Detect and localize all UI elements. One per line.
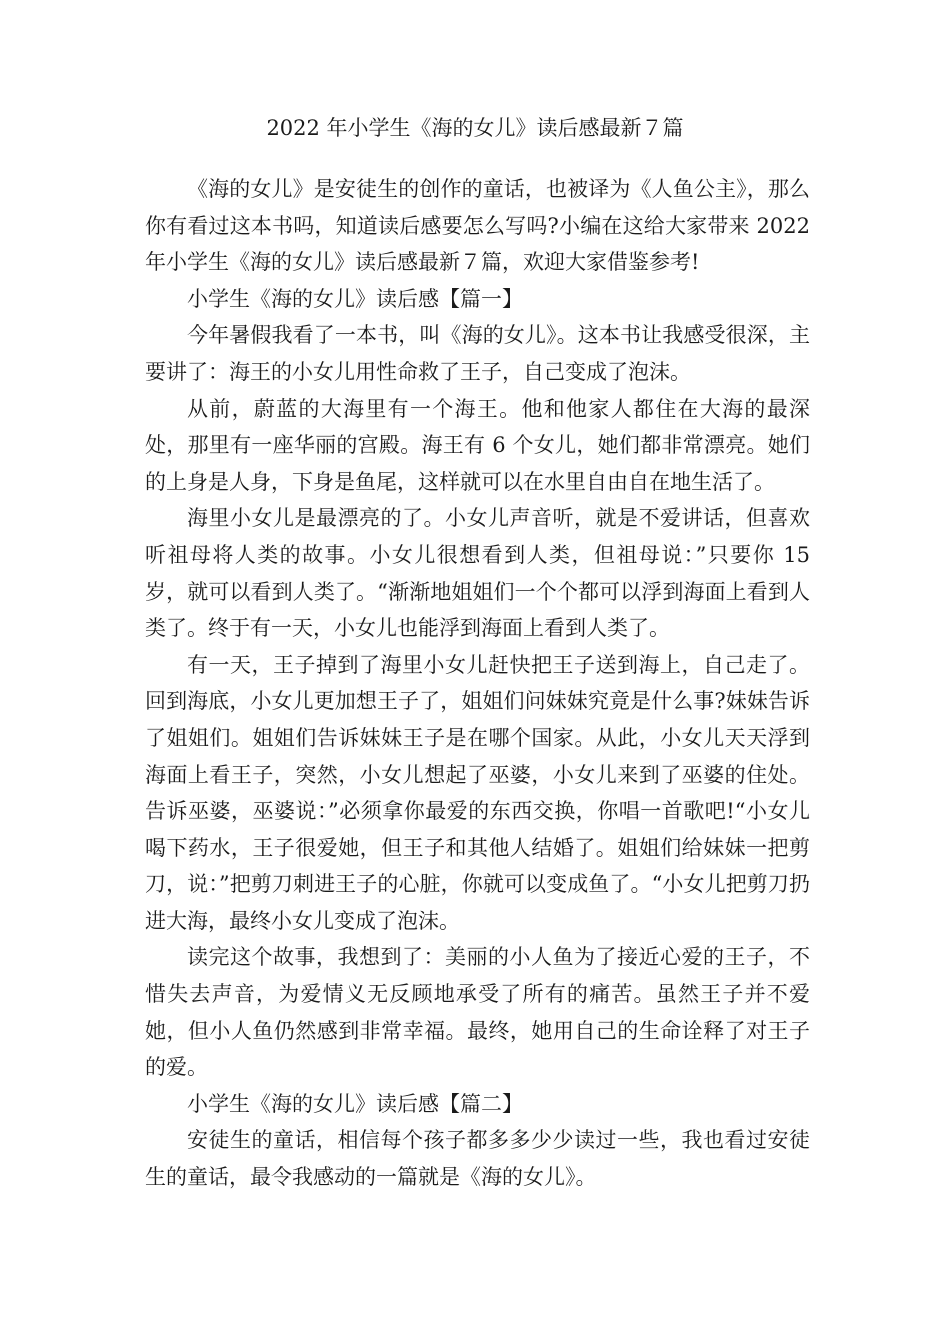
body-paragraph: 从前，蔚蓝的大海里有一个海王。他和他家人都住在大海的最深处，那里有一座华丽的宫殿。海王有 6 个女儿，她们都非常漂亮。她们的上身是人身，下身是鱼尾，这样就可以在水里自由自在地生活了。 — [145, 396, 810, 494]
body-paragraph: 有一天，王子掉到了海里小女儿赶快把王子送到海上，自己走了。回到海底，小女儿更加想王子了，姐姐们问妹妹究竟是什么事?妹妹告诉了姐姐们。姐姐们告诉妹妹王子是在哪个国家。从此，小女儿天天浮到海面上看王子，突然，小女儿想起了巫婆，小女儿来到了巫婆的住处。告诉巫婆，巫婆说：”必须拿你最爱的东西交换，你唱一首歌吧!“小女儿喝下药水，王子很爱她，但王子和其他人结婚了。姐姐们给妹妹一把剪刀，说：”把剪刀刺进王子的心脏，你就可以变成鱼了。“小女儿把剪刀扔进大海，最终小女儿变成了泡沫。 — [145, 652, 810, 933]
body-paragraph: 今年暑假我看了一本书，叫《海的女儿》。这本书让我感受很深，主要讲了：海王的小女儿用性命救了王子，自己变成了泡沫。 — [145, 323, 810, 384]
section-heading-2: 小学生《海的女儿》读后感【篇二】 — [187, 1091, 523, 1116]
document-title: 2022 年小学生《海的女儿》读后感最新７篇 — [266, 116, 684, 140]
document-body — [145, 171, 810, 1196]
intro-paragraph: 《海的女儿》是安徒生的创作的童话，也被译为《人鱼公主》，那么你有看过这本书吗，知道读后感要怎么写吗?小编在这给大家带来 2022 年小学生《海的女儿》读后感最新７篇，欢迎大家借鉴参考! — [145, 177, 810, 275]
body-paragraph: 安徒生的童话，相信每个孩子都多多少少读过一些，我也看过安徒生的童话，最令我感动的一篇就是《海的女儿》。 — [145, 1128, 810, 1190]
body-paragraph: 读完这个故事，我想到了：美丽的小人鱼为了接近心爱的王子，不惜失去声音，为爱情义无反顾地承受了所有的痛苦。虽然王子并不爱她，但小人鱼仍然感到非常幸福。最终，她用自己的生命诠释了对王子的爱。 — [145, 945, 810, 1080]
section-heading-1: 小学生《海的女儿》读后感【篇一】 — [187, 286, 523, 311]
body-paragraph: 海里小女儿是最漂亮的了。小女儿声音听，就是不爱讲话，但喜欢听祖母将人类的故事。小女儿很想看到人类，但祖母说：”只要你 15 岁，就可以看到人类了。“渐渐地姐姐们一个个都可以浮到海面上看到人类了。终于有一天，小女儿也能浮到海面上看到人类了。 — [145, 506, 810, 641]
